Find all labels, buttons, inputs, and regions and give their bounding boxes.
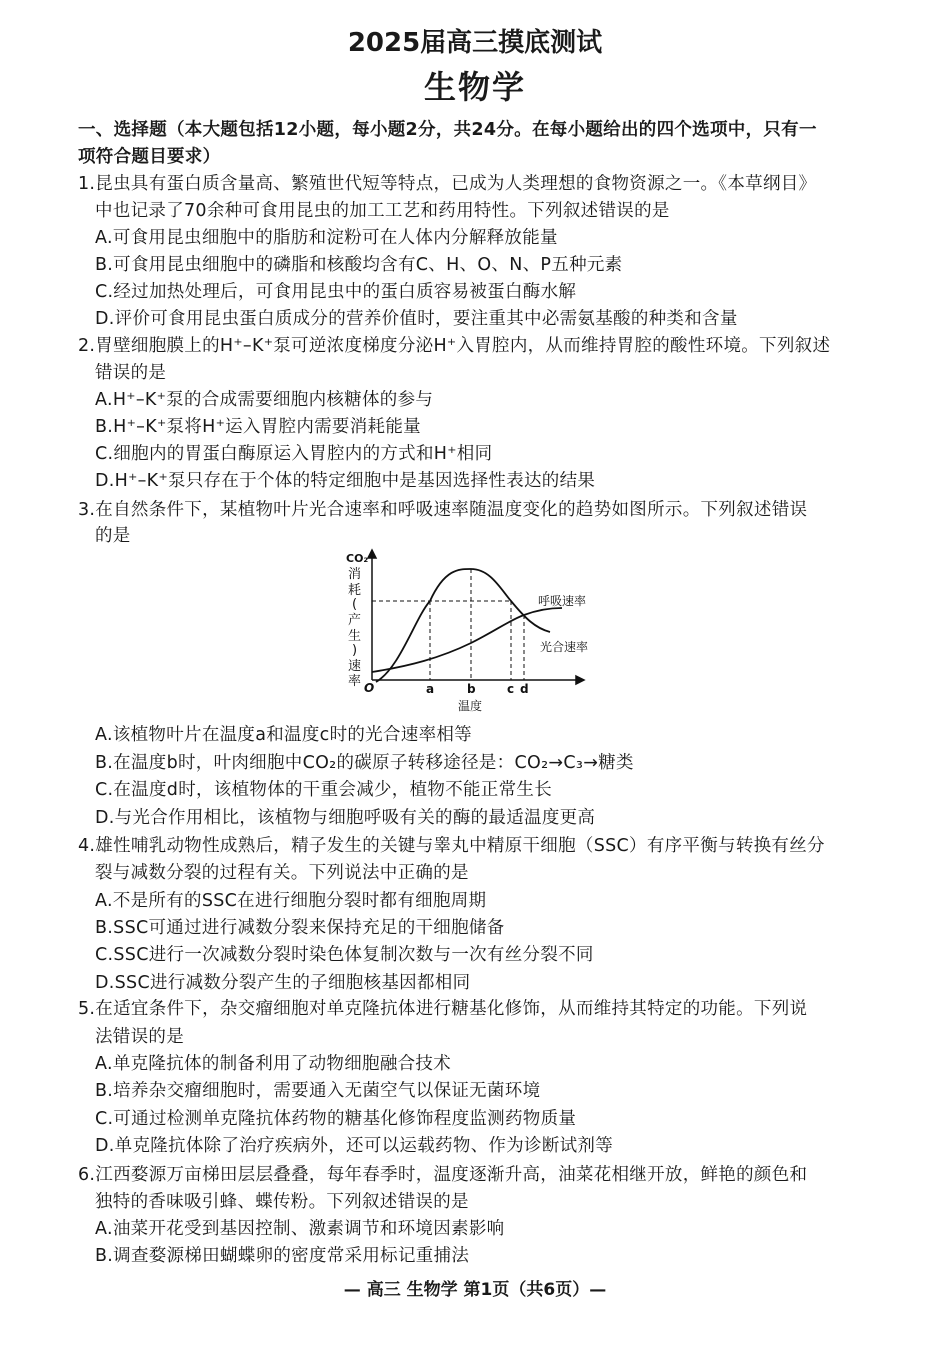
- section-heading-cont: 项符合题目要求）: [78, 147, 221, 167]
- question-1-option-c: C.经过加热处理后，可食用昆虫中的蛋白质容易被蛋白酶水解: [95, 282, 577, 302]
- question-4-option-d: D.SSC进行减数分裂产生的子细胞核基因都相同: [95, 973, 471, 993]
- y-label-char: 消: [348, 567, 362, 582]
- question-4-option-a: A.不是所有的SSC在进行细胞分裂时都有细胞周期: [95, 891, 487, 911]
- y-label-char: 生: [348, 629, 362, 644]
- y-label-char: ): [352, 643, 358, 658]
- question-5-option-a: A.单克隆抗体的制备利用了动物细胞融合技术: [95, 1054, 452, 1074]
- question-2-stem: 2.胃壁细胞膜上的H⁺–K⁺泵可逆浓度梯度分泌H⁺入胃腔内，从而维持胃腔的酸性环境。下列叙述: [78, 336, 831, 356]
- question-5-option-b: B.培养杂交瘤细胞时，需要通入无菌空气以保证无菌环境: [95, 1081, 541, 1101]
- temperature-rate-figure: [330, 548, 610, 718]
- question-2-stem-cont: 错误的是: [95, 363, 167, 383]
- question-5-stem-cont: 法错误的是: [95, 1027, 184, 1047]
- x-tick-b: b: [467, 682, 476, 696]
- question-4-option-c: C.SSC进行一次减数分裂时染色体复制次数与一次有丝分裂不同: [95, 945, 594, 965]
- question-3-stem-cont: 的是: [95, 526, 131, 546]
- exam-title: 2025届高三摸底测试: [347, 28, 603, 58]
- question-1-option-a: A.可食用昆虫细胞中的脂肪和淀粉可在人体内分解释放能量: [95, 228, 558, 248]
- y-label-char: 产: [348, 613, 362, 628]
- y-axis-label-co2: CO₂: [346, 552, 369, 565]
- question-2-option-d: D.H⁺–K⁺泵只存在于个体的特定细胞中是基因选择性表达的结果: [95, 471, 596, 491]
- question-4-option-b: B.SSC可通过进行减数分裂来保持充足的干细胞储备: [95, 918, 505, 938]
- y-axis-label: [348, 566, 361, 689]
- question-1-option-b: B.可食用昆虫细胞中的磷脂和核酸均含有C、H、O、N、P五种元素: [95, 255, 623, 275]
- y-label-char: 耗: [348, 583, 362, 598]
- page-footer: — 高三 生物学 第1页（共6页）—: [343, 1280, 607, 1300]
- question-6-option-b: B.调查婺源梯田蝴蝶卵的密度常采用标记重捕法: [95, 1246, 470, 1266]
- x-tick-a: a: [426, 682, 435, 696]
- y-label-char: 速: [348, 659, 362, 674]
- question-3-option-c: C.在温度d时，该植物体的干重会减少，植物不能正常生长: [95, 780, 552, 800]
- respiration-rate-label: 呼吸速率: [538, 594, 587, 608]
- question-4-stem: 4.雄性哺乳动物性成熟后，精子发生的关键与睾丸中精原干细胞（SSC）有序平衡与转换有丝分: [78, 836, 825, 856]
- question-6-stem-cont: 独特的香味吸引蜂、蝶传粉。下列叙述错误的是: [95, 1192, 469, 1212]
- y-label-char: (: [352, 597, 358, 612]
- question-3-option-d: D.与光合作用相比，该植物与细胞呼吸有关的酶的最适温度更高: [95, 808, 596, 828]
- photosynthesis-rate-label: 光合速率: [540, 640, 589, 654]
- question-6-stem: 6.江西婺源万亩梯田层层叠叠，每年春季时，温度逐渐升高，油菜花相继开放，鲜艳的颜色和: [78, 1165, 808, 1185]
- question-6-option-a: A.油菜开花受到基因控制、激素调节和环境因素影响: [95, 1219, 505, 1239]
- origin-label: O: [364, 681, 375, 695]
- x-axis-label: 温度: [458, 699, 483, 713]
- question-2-option-c: C.细胞内的胃蛋白酶原运入胃腔内的方式和H⁺相同: [95, 444, 493, 464]
- question-2-option-b: B.H⁺–K⁺泵将H⁺运入胃腔内需要消耗能量: [95, 417, 421, 437]
- subject-title: 生物学: [423, 68, 526, 106]
- y-label-char: 率: [348, 674, 362, 689]
- question-5-option-c: C.可通过检测单克隆抗体药物的糖基化修饰程度监测药物质量: [95, 1109, 577, 1129]
- question-1-option-d: D.评价可食用昆虫蛋白质成分的营养价值时，要注重其中必需氨基酸的种类和含量: [95, 309, 738, 329]
- question-5-stem: 5.在适宜条件下，杂交瘤细胞对单克隆抗体进行糖基化修饰，从而维持其特定的功能。下列说: [78, 999, 808, 1019]
- question-1-stem-cont: 中也记录了70余种可食用昆虫的加工工艺和药用特性。下列叙述错误的是: [95, 201, 670, 221]
- respiration-curve: [372, 608, 562, 672]
- question-3-stem: 3.在自然条件下，某植物叶片光合速率和呼吸速率随温度变化的趋势如图所示。下列叙述错误: [78, 500, 808, 520]
- question-3-option-b: B.在温度b时，叶肉细胞中CO₂的碳原子转移途径是：CO₂→C₃→糖类: [95, 753, 634, 773]
- question-4-stem-cont: 裂与减数分裂的过程有关。下列说法中正确的是: [95, 863, 469, 883]
- question-3-option-a: A.该植物叶片在温度a和温度c时的光合速率相等: [95, 725, 472, 745]
- question-2-option-a: A.H⁺–K⁺泵的合成需要细胞内核糖体的参与: [95, 390, 434, 410]
- question-1-stem: 1.昆虫具有蛋白质含量高、繁殖世代短等特点，已成为人类理想的食物资源之一。《本草纲目》: [78, 174, 817, 194]
- x-tick-c: c: [507, 682, 515, 696]
- section-heading: 一、选择题（本大题包括12小题，每小题2分，共24分。在每小题给出的四个选项中，只有一: [78, 120, 817, 140]
- question-5-option-d: D.单克隆抗体除了治疗疾病外，还可以运载药物、作为诊断试剂等: [95, 1136, 614, 1156]
- x-tick-d: d: [520, 682, 529, 696]
